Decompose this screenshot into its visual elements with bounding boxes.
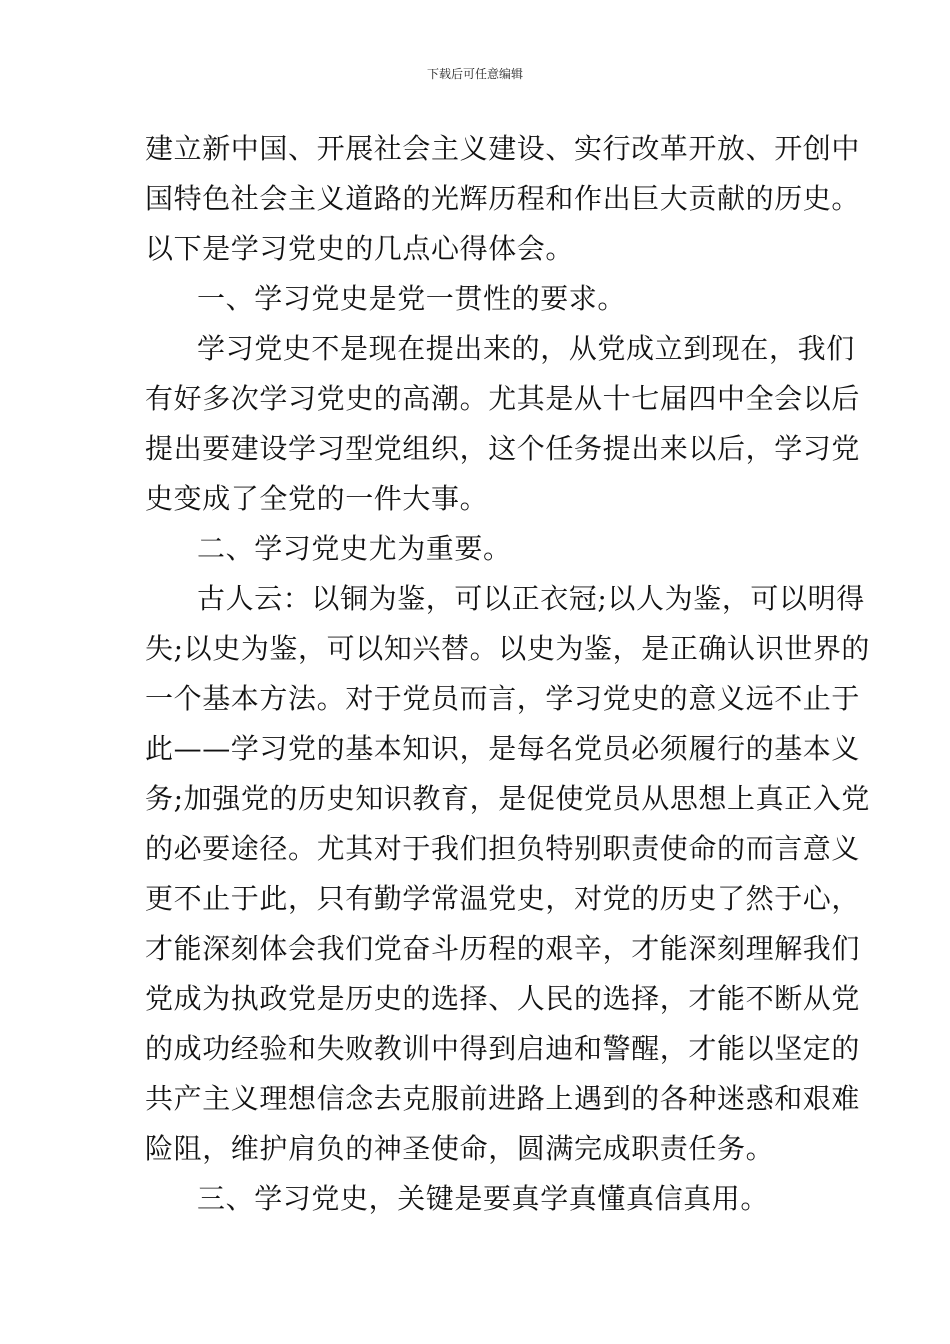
text-line: 提出要建设学习型党组织，这个任务提出来以后，学习党: [145, 432, 861, 465]
text-line: 共产主义理想信念去克服前进路上遇到的各种迷惑和艰难: [145, 1082, 861, 1115]
text-line: 才能深刻体会我们党奋斗历程的艰辛，才能深刻理解我们: [145, 932, 861, 965]
paragraph-start: 古人云：以铜为鉴，可以正衣冠;以人为鉴，可以明得: [197, 582, 865, 615]
text-line: 党成为执政党是历史的选择、人民的选择，才能不断从党: [145, 982, 861, 1015]
section-heading-2: 二、学习党史尤为重要。: [197, 532, 512, 565]
text-line: 的成功经验和失败教训中得到启迪和警醒，才能以坚定的: [145, 1032, 861, 1065]
text-line: 史变成了全党的一件大事。: [145, 482, 489, 515]
text-line: 一个基本方法。对于党员而言，学习党史的意义远不止于: [145, 682, 861, 715]
section-heading-1: 一、学习党史是党一贯性的要求。: [197, 282, 627, 315]
section-heading-3: 三、学习党史，关键是要真学真懂真信真用。: [197, 1182, 770, 1215]
document-body: [145, 124, 871, 1224]
text-line: 国特色社会主义道路的光辉历程和作出巨大贡献的历史。: [145, 182, 861, 215]
text-line: 以下是学习党史的几点心得体会。: [145, 232, 575, 265]
text-line: 险阻，维护肩负的神圣使命，圆满完成职责任务。: [145, 1132, 775, 1165]
paragraph-start: 学习党史不是现在提出来的，从党成立到现在，我们: [197, 332, 855, 365]
text-line: 的必要途径。尤其对于我们担负特别职责使命的而言意义: [145, 832, 861, 865]
text-line: 务;加强党的历史知识教育，是促使党员从思想上真正入党: [145, 782, 871, 815]
text-line: 此——学习党的基本知识，是每名党员必须履行的基本义: [145, 732, 861, 765]
text-line: 建立新中国、开展社会主义建设、实行改革开放、开创中: [145, 132, 861, 165]
text-line: 失;以史为鉴，可以知兴替。以史为鉴，是正确认识世界的: [145, 632, 871, 665]
text-line: 更不止于此，只有勤学常温党史，对党的历史了然于心，: [145, 882, 861, 915]
text-line: 有好多次学习党史的高潮。尤其是从十七届四中全会以后: [145, 382, 861, 415]
page-header-note: 下载后可任意编辑: [426, 67, 523, 81]
